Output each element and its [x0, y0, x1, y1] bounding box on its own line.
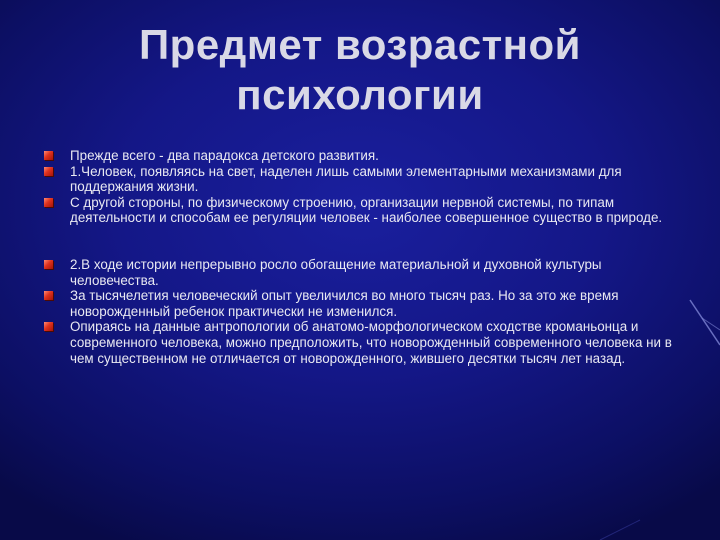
red-square-bullet-icon: [44, 167, 53, 176]
red-square-bullet-icon: [44, 291, 53, 300]
paragraph-gap: [44, 226, 684, 257]
title-line-1: Предмет возрастной: [138, 21, 581, 68]
red-square-bullet-icon: [44, 260, 53, 269]
title-line-2: психологии: [236, 71, 484, 118]
bullet-text: Прежде всего - два парадокса детского развития.: [70, 148, 379, 163]
red-square-bullet-icon: [44, 198, 53, 207]
slide-title: [60, 20, 660, 120]
bullet-text: 2.В ходе истории непрерывно росло обогащение материальной и духовной культуры человечества.: [70, 256, 602, 288]
bullet-item: [44, 288, 684, 319]
bullet-item: [44, 195, 684, 226]
bullet-text: С другой стороны, по физическому строению, организации нервной системы, по типам деятельности и способам ее регуляции человек - наиболее совершенное существо в природе.: [70, 194, 663, 226]
slide-body: [44, 148, 684, 366]
bullet-item: [44, 257, 684, 288]
red-square-bullet-icon: [44, 322, 53, 331]
bullet-item: [44, 164, 684, 195]
bullet-text: Опираясь на данные антропологии об анатомо-морфологическом сходстве кроманьонца и современного человека, можно предположить, что новорожденный современного человека ни в чем существенном не отличается от новорожденного, жившего десятки тысяч лет назад.: [70, 319, 672, 366]
bullet-text: 1.Человек, появляясь на свет, наделен лишь самыми элементарными механизмами для поддержания жизни.: [70, 163, 622, 195]
bullet-item: [44, 319, 684, 366]
bullet-text: За тысячелетия человеческий опыт увеличился во много тысяч раз. Но за это же время новорожденный ребенок практически не изменился.: [70, 288, 619, 319]
red-square-bullet-icon: [44, 151, 53, 160]
bullet-item: [44, 148, 684, 164]
